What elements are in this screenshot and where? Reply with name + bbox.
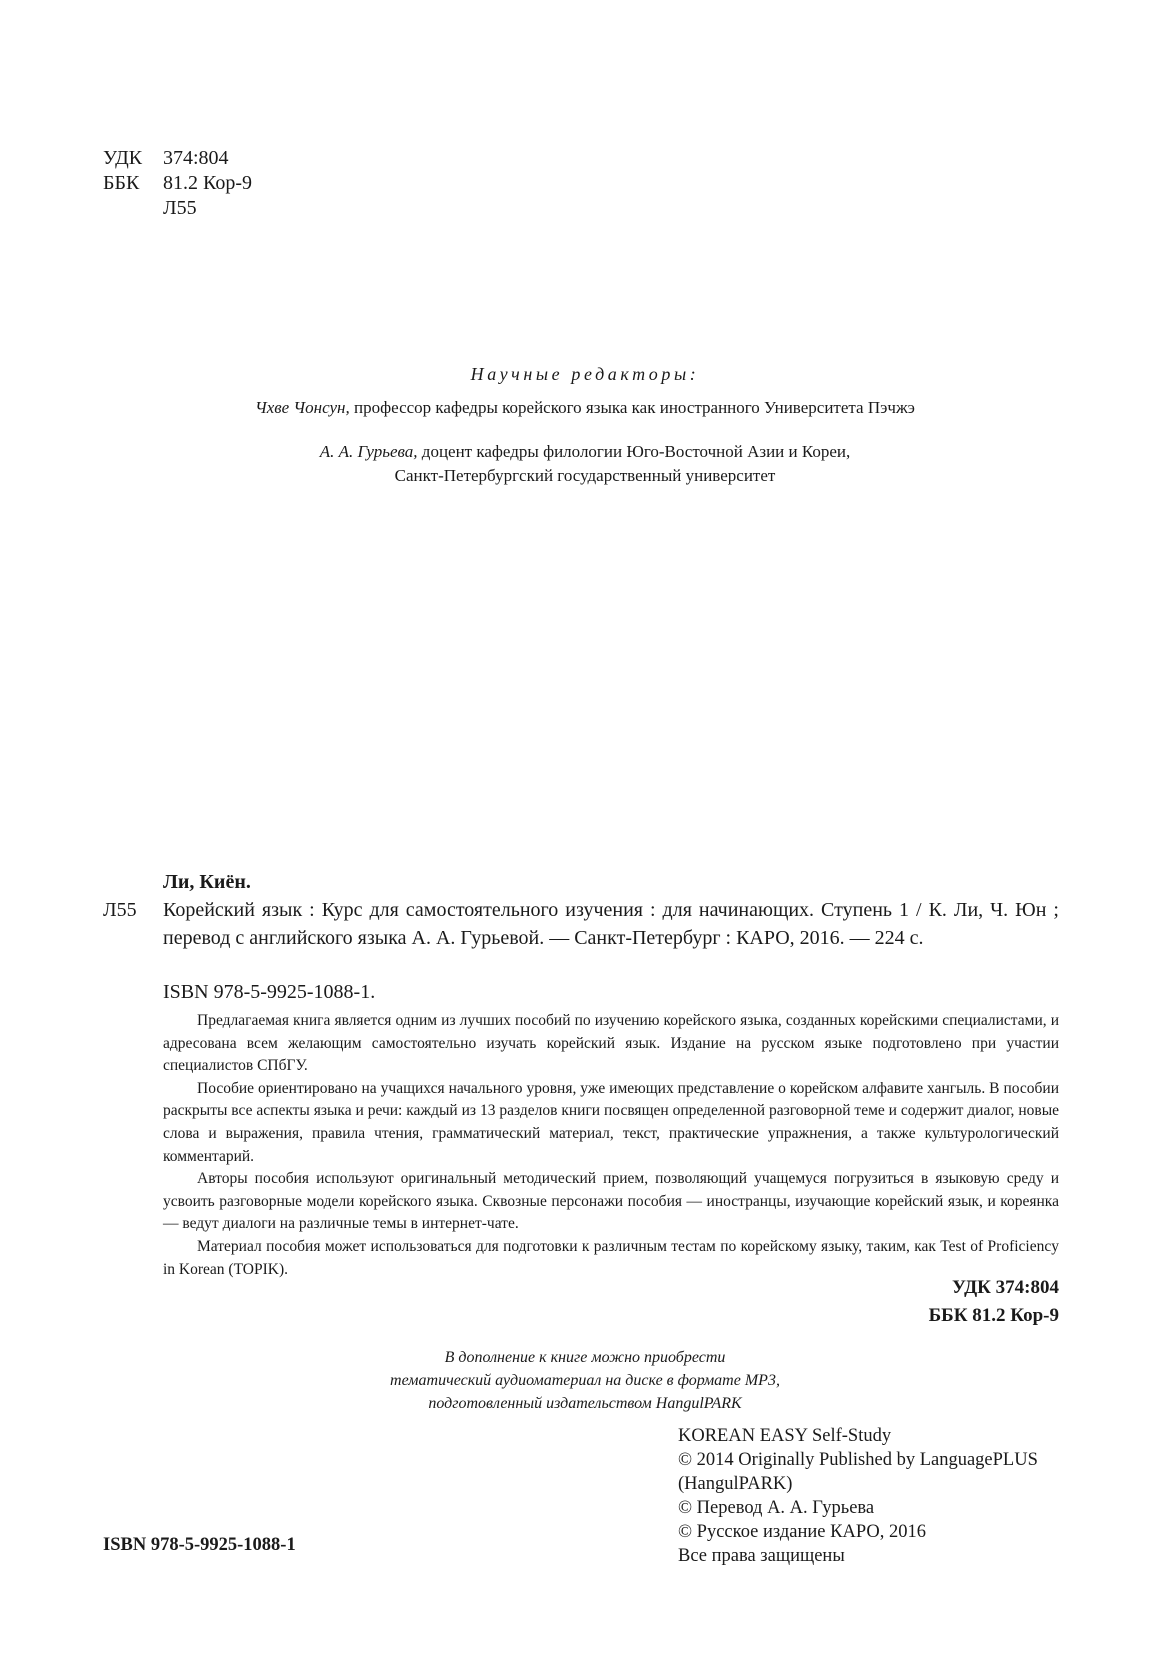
- entry-code: Л55: [103, 899, 137, 921]
- copyright-block: [678, 1424, 1038, 1568]
- bbk-value: 81.2 Кор-9: [163, 172, 253, 194]
- copyright-line: KOREAN EASY Self-Study: [678, 1426, 892, 1446]
- udk-value: 374:804: [163, 147, 229, 169]
- bbk-code-bold: ББК 81.2 Кор-9: [928, 1305, 1059, 1326]
- author-sign-value: Л55: [163, 197, 197, 219]
- abstract: [163, 1010, 1059, 1281]
- copyright-line: (HangulPARK): [678, 1474, 793, 1494]
- editor-second-name: А. А. Гурьева,: [319, 442, 418, 461]
- bbk-row: [103, 171, 252, 196]
- author-sign-label: [103, 196, 163, 221]
- supplement-line: тематический аудиоматериал на диске в формате MP3,: [390, 1372, 780, 1389]
- classification-block: [103, 146, 252, 221]
- supplement-line: подготовленный издательством HangulPARK: [428, 1395, 742, 1412]
- editor-first: [0, 396, 1170, 420]
- classification-codes-bold: [929, 1274, 1059, 1330]
- editor-second: [0, 440, 1170, 488]
- abstract-paragraph: Авторы пособия используют оригинальный методический прием, позволяющий учащемуся погрузиться в языковую среду и усвоить разговорные модели корейского языка. Сквозные персонажи пособия — иностранцы, изучающие корейский язык, и кореянка — ведут диалоги на различные темы в интернет-чате.: [163, 1170, 1059, 1233]
- editor-second-affiliation: Санкт-Петербургский государственный университет: [394, 466, 776, 485]
- isbn-bottom: ISBN 978-5-9925-1088-1: [103, 1535, 296, 1555]
- entry-isbn: ISBN 978-5-9925-1088-1.: [163, 981, 376, 1003]
- author-sign-row: [103, 196, 252, 221]
- supplement-line: В дополнение к книге можно приобрести: [444, 1349, 726, 1366]
- supplement-note: [0, 1346, 1170, 1415]
- udk-row: [103, 146, 252, 171]
- editor-first-desc: профессор кафедры корейского языка как иностранного Университета Пэчжэ: [349, 398, 915, 417]
- editors-heading: Научные редакторы:: [470, 364, 700, 384]
- abstract-paragraph: Предлагаемая книга является одним из лучших пособий по изучению корейского языка, созданных корейскими специалистами, и адресована всем желающим самостоятельно изучать корейский язык. Издание на русском языке подготовлено при участии специалистов СПбГУ.: [163, 1012, 1059, 1075]
- editor-second-desc: доцент кафедры филологии Юго-Восточной Азии и Кореи,: [417, 442, 851, 461]
- copyright-line: © 2014 Originally Published by LanguagePLUS: [678, 1450, 1038, 1470]
- bbk-label: ББК: [103, 172, 140, 194]
- copyright-line: Все права защищены: [678, 1546, 845, 1566]
- abstract-paragraph: Материал пособия может использоваться для подготовки к различным тестам по корейскому языку, таким, как Test of Proficiency in Korean (TOPIK).: [163, 1237, 1059, 1278]
- editor-first-name: Чхве Чонсун,: [255, 398, 350, 417]
- copyright-line: © Перевод А. А. Гурьева: [678, 1498, 875, 1518]
- abstract-paragraph: Пособие ориентировано на учащихся начального уровня, уже имеющих представление о корейском алфавите хангыль. В пособии раскрыты все аспекты языка и речи: каждый из 13 разделов книги посвящен определенной разговорной теме и содержит диалог, новые слова и выражения, правила чтения, грамматический материал, текст, практические упражнения, а также культурологический комментарий.: [163, 1079, 1059, 1165]
- udk-label: УДК: [103, 147, 143, 169]
- entry-author: Ли, Киён.: [163, 871, 251, 893]
- entry-bibliography: Корейский язык : Курс для самостоятельного изучения : для начинающих. Ступень 1 / К. Ли, Ч. Юн ; перевод с английского языка А. А. Гурьевой. — Санкт-Петербург : КАРО, 2016. — 224 с.: [163, 899, 1059, 949]
- udk-code-bold: УДК 374:804: [952, 1277, 1059, 1298]
- copyright-line: © Русское издание КАРО, 2016: [678, 1522, 926, 1542]
